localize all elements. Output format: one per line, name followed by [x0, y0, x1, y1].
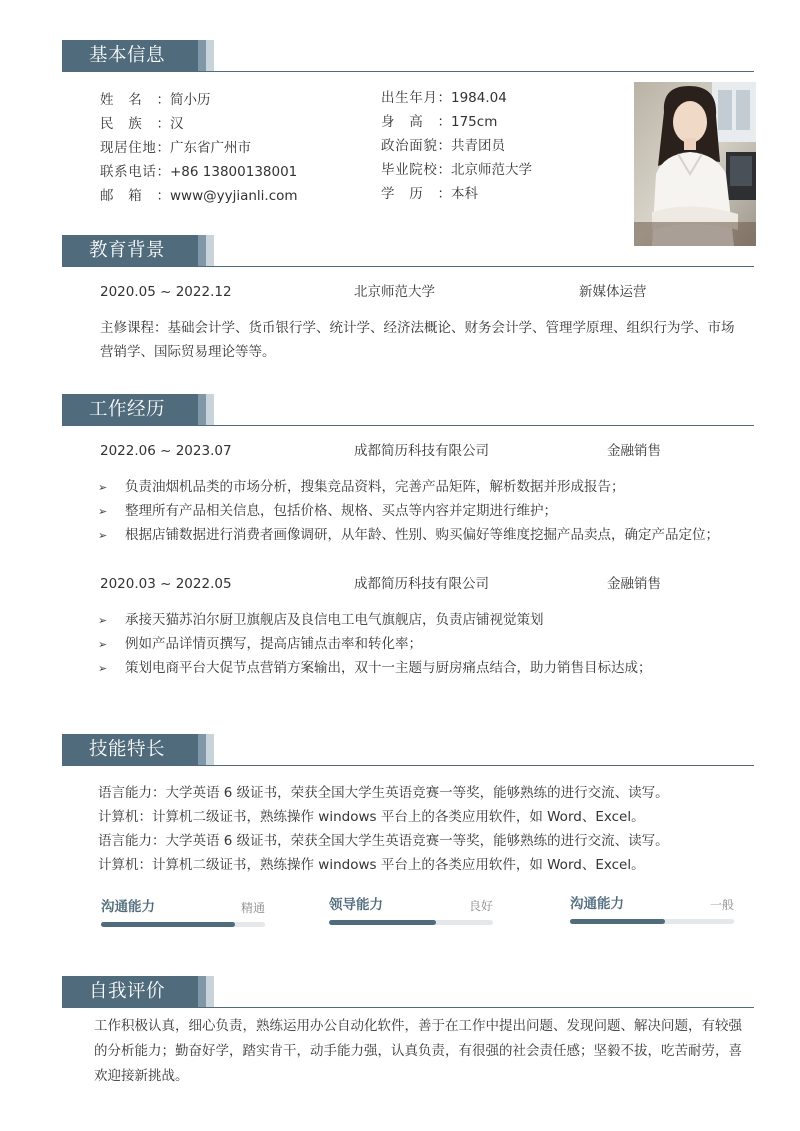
arrow-bullet-icon: ➢	[98, 481, 108, 494]
arrow-bullet-icon: ➢	[98, 662, 108, 675]
work-2-company: 成都简历科技有限公司	[354, 576, 489, 592]
info-email: 邮箱：www@yyjianli.com	[100, 188, 298, 204]
skill-bar	[570, 895, 734, 931]
profile-photo-image	[634, 82, 756, 246]
education-major: 新媒体运营	[579, 284, 647, 300]
info-birth: 出生年月：1984.04	[381, 90, 507, 106]
work-1-bullet: ➢ 整理所有产品相关信息，包括价格、规格、买点等内容并定期进行维护；	[98, 501, 557, 522]
work-2-bullet: ➢ 策划电商平台大促节点营销方案输出，双十一主题与厨房痛点结合，助力销售目标达成；	[98, 658, 652, 679]
skill-bar-fill	[101, 922, 235, 927]
info-phone: 联系电话：+86 13800138001	[100, 164, 298, 180]
skill-bar-track	[101, 922, 265, 927]
skill-bar-track	[570, 919, 734, 924]
work-2-period: 2020.03 ~ 2022.05	[100, 576, 232, 592]
skill-line: 语言能力：大学英语 6 级证书，荣获全国大学生英语竞赛一等奖，能够熟练的进行交流、读写。	[98, 833, 669, 849]
section-title-skills: 技能特长	[89, 739, 166, 760]
work-1-role: 金融销售	[607, 443, 661, 459]
info-school: 毕业院校：北京师范大学	[381, 162, 532, 178]
section-header-basic	[62, 40, 754, 72]
skill-line: 计算机：计算机二级证书，熟练操作 windows 平台上的各类应用软件，如 Word、Excel。	[98, 857, 645, 873]
info-degree: 学历：本科	[381, 186, 478, 202]
arrow-bullet-icon: ➢	[98, 505, 108, 518]
work-1-period: 2022.06 ~ 2023.07	[100, 443, 232, 459]
work-2-role: 金融销售	[607, 576, 661, 592]
section-title-work: 工作经历	[89, 399, 166, 420]
arrow-bullet-icon: ➢	[98, 638, 108, 651]
skill-bar	[329, 896, 493, 932]
info-name: 姓名：简小历	[100, 92, 211, 108]
skill-line: 计算机：计算机二级证书，熟练操作 windows 平台上的各类应用软件，如 Word、Excel。	[98, 809, 645, 825]
skill-bar-level: 精通	[240, 901, 265, 915]
section-header-work	[62, 394, 754, 426]
education-period: 2020.05 ~ 2022.12	[100, 284, 232, 300]
arrow-bullet-icon: ➢	[98, 614, 108, 627]
skill-bar-name: 沟通能力	[101, 899, 155, 915]
section-header-education	[62, 235, 754, 267]
skill-bar	[101, 898, 265, 934]
work-1-bullet: ➢ 负责油烟机品类的市场分析，搜集竞品资料，完善产品矩阵，解析数据并形成报告；	[98, 477, 625, 498]
skill-bar-track	[329, 920, 493, 925]
profile-photo	[634, 82, 756, 246]
section-header-self	[62, 976, 754, 1008]
skill-bar-fill	[570, 919, 665, 924]
skill-bar-name: 领导能力	[329, 897, 383, 913]
education-courses: 主修课程：基础会计学、货币银行学、统计学、经济法概论、财务会计学、管理学原理、组织行为学、市场营销学、国际贸易理论等等。	[100, 320, 735, 360]
work-1-bullet: ➢ 根据店铺数据进行消费者画像调研，从年龄、性别、购买偏好等维度挖掘产品卖点，确定产品定位；	[98, 525, 719, 546]
section-title-self: 自我评价	[89, 981, 166, 1002]
work-2-bullet: ➢ 承接天猫苏泊尔厨卫旗舰店及良信电工电气旗舰店，负责店铺视觉策划	[98, 610, 544, 631]
skill-line: 语言能力：大学英语 6 级证书，荣获全国大学生英语竞赛一等奖，能够熟练的进行交流、读写。	[98, 785, 669, 801]
skill-bar-fill	[329, 920, 436, 925]
education-school: 北京师范大学	[354, 284, 435, 300]
skill-bar-name: 沟通能力	[570, 896, 624, 912]
section-title-education: 教育背景	[89, 240, 166, 261]
skill-bar-level: 一般	[709, 898, 734, 912]
work-2-bullet: ➢ 例如产品详情页撰写，提高店铺点击率和转化率；	[98, 634, 422, 655]
work-1-company: 成都简历科技有限公司	[354, 443, 489, 459]
info-residence: 现居住地：广东省广州市	[100, 140, 251, 156]
info-ethnicity: 民族：汉	[100, 116, 184, 132]
section-title-basic: 基本信息	[89, 45, 166, 66]
self-evaluation: 工作积极认真，细心负责，熟练运用办公自动化软件，善于在工作中提出问题、发现问题、解决问题，有较强的分析能力；勤奋好学，踏实肯干，动手能力强，认真负责，有很强的社会责任感；坚毅不拔，吃苦耐劳，喜欢迎接新挑战。	[94, 1018, 742, 1084]
info-political: 政治面貌：共青团员	[381, 138, 505, 154]
info-height: 身高：175cm	[381, 114, 498, 130]
arrow-bullet-icon: ➢	[98, 529, 108, 542]
skill-bar-level: 良好	[468, 899, 493, 913]
section-header-skills	[62, 734, 754, 766]
